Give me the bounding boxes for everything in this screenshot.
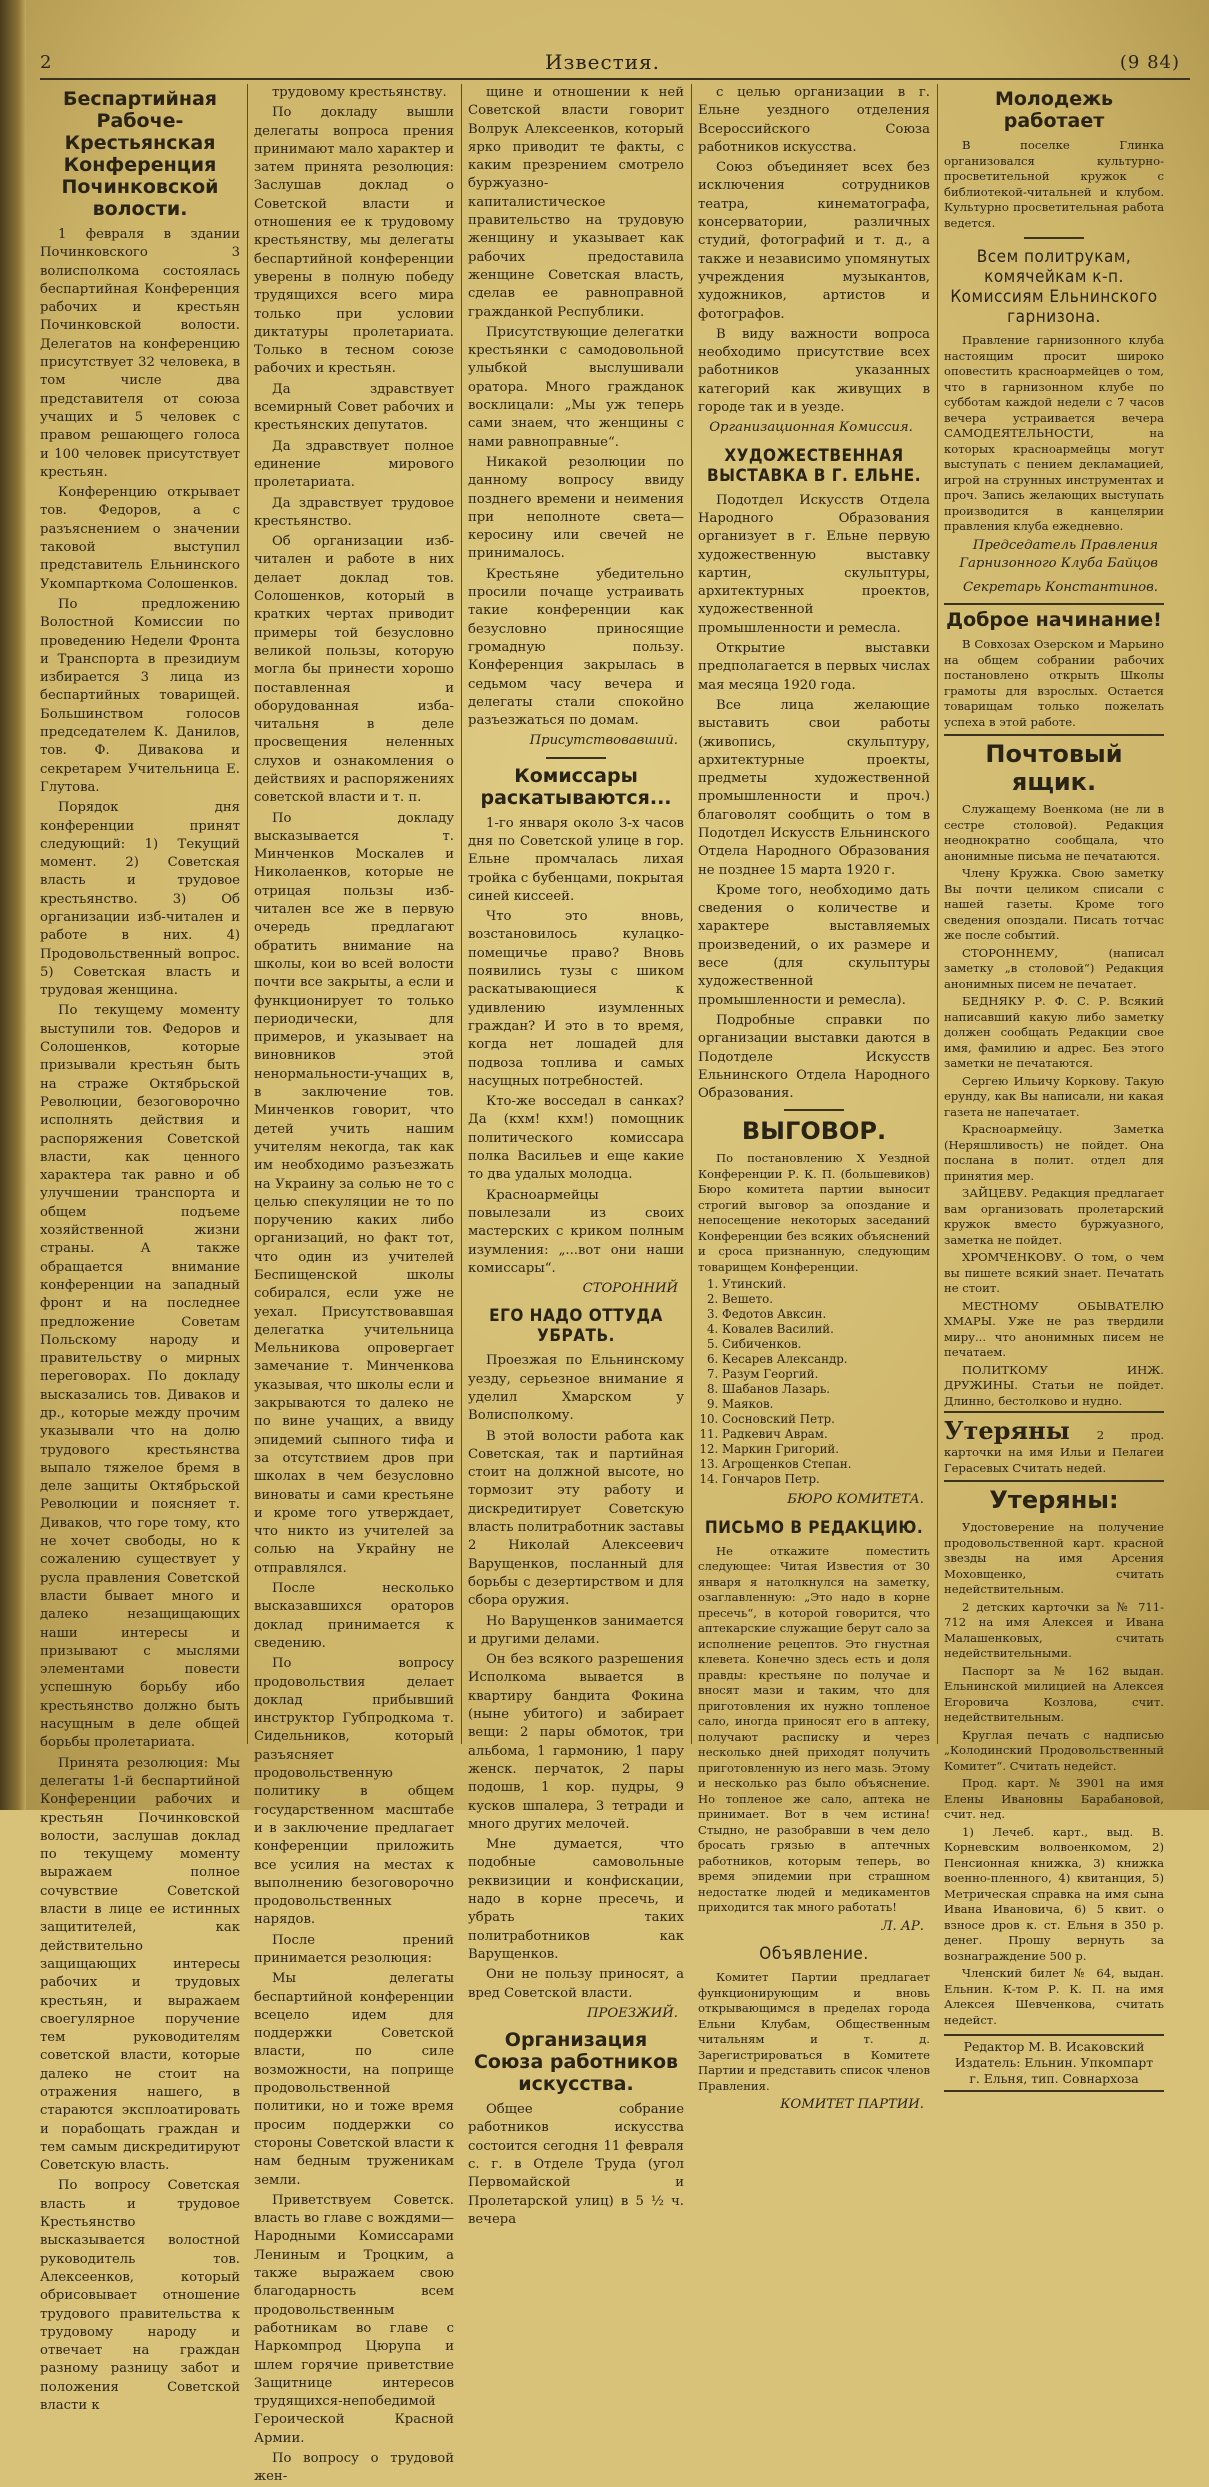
divider (1024, 237, 1084, 239)
paragraph: Прод. карт. № 3901 на имя Елены Ивановны Барабановой, счит. нед. (944, 1776, 1164, 1822)
paragraph: Никакой резолюции по данному вопросу ввиду позднего времени и неимения при неполноте света—керосину или свечей не принималось. (468, 454, 684, 562)
paragraph: Но Варущенков занимается и другими делами. (468, 1613, 684, 1647)
paragraph: После прений принимается резолюция: (254, 1932, 454, 1966)
column-4 (698, 84, 930, 2113)
list-item: 10. Сосновский Петр. (722, 1412, 930, 1427)
paragraph: По предложению Волостной Комиссии по проведению Недели Фронта и Транспорта в президиум избирается 3 лица из беспартийных товарищей. Большинством голосов председателем К. Данилов, тов. Ф. Дивакова и секретарем Учительница Е. Глутова. (40, 596, 240, 795)
good-start-text: В Совхозах Озерском и Марьино на общем собрании рабочих постановлено открыть Школы грамоты для взрослых. Остается товарищам только пожелать успеха в этой работе. (944, 637, 1164, 729)
paragraph: Да здравствует всемирный Совет рабочих и крестьянских депутатов. (254, 381, 454, 434)
letter-text: Не откажите поместить следующее: Читая Известия от 30 января я натолкнулся на заметку, озаглавленную: „Это надо в корне пресечь“, в которой говорится, что аптекарские служащие берут сало за исполнение рецептов. Это гнустная клевета. Конечно здесь есть и доля правды: крестьяне по получае и вносят мази и таким, что для приготовления их нужно топленое сало, иногда приносят его в аптеку, получают расписку и через несколько дней приходят получить приготовленную из него мазь. Этому и несколько раз было объяснение. Но топленое же сало, аптека не принимает. Вот в чем истина! Стыдно, не разобравши в чем дело бросать грязью в аптечных работников, которым теперь, во время эпидемии при страшном недостатке людей и медикаментов приходится так много работать! (698, 1543, 930, 1915)
paragraph: Да здравствует полное единение мирового пролетариата. (254, 438, 454, 491)
paragraph: Мне думается, что подобные самовольные реквизиции и конфискации, надо в корне пресечь, и убрать таких политработников как Варущенков. (468, 1837, 684, 1962)
paragraph: Круглая печать с надписью „Колодинский Продовольственный Комитет“. Считать недейст. (944, 1727, 1164, 1773)
paragraph: Общее собрание работников искусства состоится сегодня 11 февраля с. г. в Отделе Труда (угол Первомайской и Пролетарской улиц) в 5 ½ ч. вечера (468, 2102, 684, 2227)
paragraph: 1-го января около 3-х часов дня по Советской улице в гор. Ельне промчалась лихая тройка с бубенцами, покрытая синей киссеей. (468, 815, 684, 904)
headline-lost: Утеряны: (944, 1480, 1164, 1514)
list-item: 11. Радкевич Аврам. (722, 1427, 930, 1442)
list-item: 4. Ковалев Василий. (722, 1322, 930, 1337)
signature: Секретарь Константинов. (963, 580, 1158, 596)
paragraph: Все лица желающие выставить свои работы (живопись, скульптуру, архитектурные проекты, предметы художественной промышленности и проч.) благоволят сообщить о том в Подотдел Искусств Ельнинского Отдела Народного Образования не позднее 15 марта 1920 г. (698, 697, 930, 878)
paragraph: По текущему моменту выступили тов. Федоров и Солошенков, которые призывали крестьян быть на страже Октябрьской Революции, безоговорочно исполнять действия и распоряжения Советской власти, как ценного характера так равно и об улучшении транспорта и общем подъеме хозяйственной жизни страны. А также обращается внимание конференции на западный фронт и на последнее предложение Советам Польскому народу и правительству о мирных переговорах. По докладу высказались тов. Диваков и др., которые между прочим указывали что на долю трудового крестьянства выпало тяжелое бремя в деле защиты Октябрьской Революции и поясняет т. Диваков, что горе тому, кто не хочет свободы, но к сожалению существует у русла правления Советской власти бывает много и далеко незащищающих наши интересы и призывают с мыслями элементами повести успешную борьбу ибо крестьянство должно быть насущным в деле общей борьбы пролетариата. (40, 1003, 240, 1751)
list-item: 5. Сибиченков. (722, 1337, 930, 1352)
article-body (468, 815, 684, 1278)
column-1-body (40, 226, 240, 2415)
issue-number: (9 84) (1119, 52, 1180, 73)
lost-heading: Утеряны (944, 1416, 1070, 1446)
youth-text: В поселке Глинка организовался культурно-просветительной кружок с библиотекой-читальней и клубом. Культурно просветительная работа ведется. (944, 138, 1164, 230)
paragraph: ПОЛИТКОМУ ИНЖ. ДРУЖИНЫ. Статьи не пойдет. Длинно, бестолково и нудно. (944, 1362, 1164, 1408)
column-2 (254, 84, 454, 2485)
headline-politruks: Всем политрукам, комячейкам к-п. Комиссиям Ельнинского гарнизона. (950, 247, 1158, 327)
paragraph: Кроме того, необходимо дать сведения о количестве и характере выставляемых произведений, о их размере и весе (для скульптуры художественной промышленности и ремесла). (698, 882, 930, 1008)
paragraph: Кто-же восседал в санках? Да (кхм! кхм!) помощник политического комиссара полка Васильев и еще какие то два удалых молодца. (468, 1094, 684, 1183)
headline-remove: ЕГО НАДО ОТТУДА УБРАТЬ. (489, 1306, 663, 1347)
signature: Председатель Правления Гарнизонного Клуба Байцов (959, 537, 1158, 571)
paragraph: 2 детских карточки за № 711-712 на имя Алексея и Ивана Малашенковых, считать недействительными. (944, 1599, 1164, 1661)
paragraph: Красноармейцы повылезали из своих мастерских с криком полным изумления: „...вот они наши комиссары“. (468, 1187, 684, 1276)
politruks-text: Правление гарнизонного клуба настоящим просит широко оповестить красноармейцев о том, что в гарнизонном клубе по субботам каждой недели с 7 часов вечера устраивается вечера САМОДЕЯТЕЛЬНОСТИ, на которых красноармейцы могут выступать с пением декламацией, игрой на струнных инструментах и проч. Запись желающих выступать производится в канцелярии правления клуба ежедневно. (944, 333, 1164, 533)
paragraph: Служащему Военкома (не ли в сестре столовой). Редакция неоднократно сообщала, что анонимные письма не печатаются. (944, 802, 1164, 863)
paragraph: Подробные справки по организации выставки даются в Подотделе Искусств Ельнинского Отдела Народного Образования. (698, 1012, 930, 1102)
column-rule (937, 84, 938, 1744)
list-item: 9. Маяков. (722, 1397, 930, 1412)
lost-items-list (944, 1520, 1164, 2028)
headline-conference: Беспартийная Рабоче-Крестьянская Конференция Починковской волости. (61, 88, 219, 220)
signature: ПРОЕЗЖИЙ. (586, 2005, 678, 2021)
paragraph: Присутствующие делегатки крестьянки с самодовольной улыбкой выслушивали оратора. Много гражданок восклицали: „Мы уж теперь сами знаем, что женщины с нами равноправные“. (468, 324, 684, 450)
paragraph: СТОРОННЕМУ, (написал заметку „в столовой“) Редакция анонимных писем не печатает. (944, 945, 1164, 991)
divider (546, 757, 606, 759)
headline-reprimand: ВЫГОВОР. (741, 1117, 887, 1146)
signature: Организационная Комиссия. (709, 420, 913, 436)
newspaper-title: Известия. (545, 50, 661, 74)
paragraph: 1) Лечеб. карт., выд. В. Корневским волвоенкомом, 2) Пенсионная книжка, 3) книжка военно-пленного, 4) квитанция, 5) Метрическая справка на имя сына Ивана Ивановича, 6) 5 квит. о взносе дров к. ст. Ельня в 350 р. денег. Прошу вернуть за вознаграждение 500 р. (944, 1824, 1164, 1963)
mailbox-list (944, 802, 1164, 1409)
paragraph: Красноармейцу. Заметка (Неряшливость) не пойдет. Она послана в полит. отдел для принятия мер. (944, 1122, 1164, 1183)
announcement-text: Комитет Партии предлагает функционирующим и вновь открывающимся в пределах города Ельни Клубам, Общественным читальням и т. д. Зарегистрироваться в Комитете Партии и представить список членов Правления. (698, 1970, 930, 2093)
paragraph: Сергею Ильичу Коркову. Такую ерунду, как Вы написали, ни какая газета не напечатает. (944, 1073, 1164, 1119)
paragraph: Члену Кружка. Свою заметку Вы почти целиком списали с нашей газеты. Кроме того сведения опоздали. Писать тотчас же после событий. (944, 866, 1164, 943)
column-1 (40, 84, 240, 2414)
paragraph: Они не пользу приносят, а вред Советской власти. (468, 1967, 684, 2001)
paragraph: щине и отношении к ней Советской власти говорит Волрук Алексеенков, который ярко приводит те факты, с каким презрением смотрело буржуазно-капиталистическое правительство на трудовую женщину и указывает как рабочих предоставила женщине Советская власть, сделав ее равноправной гражданкой Республики. (468, 85, 684, 320)
lost-cards-notice (944, 1411, 1164, 1476)
paragraph: Приветствуем Советск. власть во главе с вождями—Народными Комиссарами Лениным и Троцким, а также выражаем свою благодарность всем продовольственным работникам во главе с Наркомпрод Цюрупа и шлем горячие приветствие Защитнице интересов трудящихся-непобедимой Героической Красной Армии. (254, 2192, 454, 2446)
header-rule (40, 78, 1190, 80)
paragraph: По докладу вышли делегаты вопроса прения принимают мало характер и затем принята резолюция: Заслушав доклад о Советской власти и отношения ее к трудовому крестьянству, мы делегаты беспартийной конференции уверены в полную победу трудящихся всего мира только при условии диктатуры пролетариата. Только в тесном союзе рабочих и крестьян. (254, 105, 454, 377)
list-item: 13. Агрощенков Степан. (722, 1457, 930, 1472)
reprimand-intro: По постановлению X Уездной Конференции Р. К. П. (большевиков) Бюро комитета партии выносит строгий выговор за опоздание и непосещение некоторых заседаний Конференции без всяких объяснений и сроса признанную, следующим товарищем Конференции. (698, 1151, 930, 1274)
column-4-body (698, 84, 930, 417)
paragraph: МЕСТНОМУ ОБЫВАТЕЛЮ ХМАРЫ. Уже не раз твердили миру... что анонимных писем не печатаем. (944, 1298, 1164, 1360)
paragraph: Членский билет № 64, выдан. Ельнин. К-том Р. К. П. на имя Алексея Шевченкова, считать недейст. (944, 1966, 1164, 2027)
column-3 (468, 84, 684, 2227)
paragraph: 1 февраля в здании Починковского 3 волисполкома состоялась беспартийная Конференция рабочих и крестьян Починковской волости. Делегатов на конференцию присутствует 32 человека, в том числе два представителя от союза учащих и 5 человек с правом решающего голоса и 100 человек присутствует крестьян. (40, 227, 240, 480)
headline-art-exhibition: ХУДОЖЕСТВЕННАЯ ВЫСТАВКА В Г. ЕЛЬНЕ. (706, 445, 922, 486)
list-item: 1. Утинский. (722, 1277, 930, 1292)
paragraph: В виду важности вопроса необходимо присутствие всех работников указанных категорий как живущих в городе так и в уезде. (698, 326, 930, 416)
paragraph: По вопросу о трудовой жен- (254, 2451, 454, 2485)
lost-cards-text: 2 прод. карточки на имя Ильи и Пелагеи Герасевых Считать недей. (944, 1428, 1164, 1475)
masthead (40, 48, 1190, 78)
paragraph: с целью организации в г. Ельне уездного отделения Всероссийского Союза работников искусства. (698, 85, 930, 155)
paragraph: Что это вновь, возстановилось кулацко-помещичье право? Вновь появились тузы с шиком раскатывающиеся к удивлению изумленных граждан? И это в то время, когда нет лошадей для подвоза топлива и самых насущных потребностей. (468, 909, 684, 1089)
headline-art-union: Организация Союза работников искусства. (473, 2029, 679, 2096)
paragraph: Об организации изб-читален и работе в них делает доклад тов. Солошенков, который в кратких чертах приводит примеры той безусловно великой пользы, которую могла бы принести хорошо поставленная и оборудованная изба-читальня в деле просвещения неленных слухов и ознакомления о действиях и распоряжениях советской власти и т. п. (254, 534, 454, 806)
editor-line: Редактор М. В. Исаковский (963, 2039, 1145, 2055)
article-body (468, 1352, 684, 2002)
paragraph: По вопросу продовольствия делает доклад прибывший инструктор Губпродкома т. Сидельников, который разъясняет продовольственную политику в общем государственном масштабе и в заключение предлагает конференции приложить все усилия на местах к выполнению безоговорочно продовольственных нарядов. (254, 1656, 454, 1928)
paragraph: ЗАЙЦЕВУ. Редакция предлагает вам организовать пролетарский кружок вместо буржуазного, заметка не пойдет. (944, 1186, 1164, 1247)
paragraph: Принята резолюция: Мы делегаты 1-й беспартийной Конференции рабочих и крестьян Починковской волости, заслушав доклад по текущему моменту выражаем полное сочувствие Советской власти в лице ее истинных защитителей, как действительно защищающих интересы рабочих и трудовых крестьян, и выражаем своегулярное поручение тем руководителям советской власти, которые далеко не стоит на отражения нашего, в стараются эксплоатировать и порабощать граждан и тем самым дискредитируют Советскую власть. (40, 1755, 240, 2174)
column-3-body (468, 84, 684, 730)
signature: Л. АР. (881, 1918, 924, 1934)
paragraph: Союз объединяет всех без исключения сотрудников театра, кинематографа, консерватории, различных студий, фотографий и т. д., а также и независимо упомянутых учреждения музыкантов, художников, артистов и фотографов. (698, 160, 930, 322)
printer-line: г. Ельня, тип. Совнархоза (969, 2071, 1139, 2087)
paragraph: В этой волости работа как Советская, так и партийная стоит на должной высоте, но тормозит эту работу и дискредитирует Советскую власть политработник заставы 2 Николай Алексеевич Варущенков, посланный для борьбы с дезертирством и для сбора оружия. (468, 1428, 684, 1609)
paragraph: Подотдел Искусств Отдела Народного Образования организует в г. Ельне первую художественную выставку картин, скульптуры, архитектурных проектов, художественной промышленности и ремесла. (698, 492, 930, 636)
column-2-body (254, 84, 454, 2487)
paragraph: Крестьяне убедительно просили почаще устраивать такие конференции как безусловно приносящие громадную пользу. Конференция закрылась в седьмом часу вечера и делегаты стали спокойно разъезжаться по домам. (468, 566, 684, 729)
list-item: 12. Маркин Григорий. (722, 1442, 930, 1457)
list-item: 8. Шабанов Лазарь. (722, 1382, 930, 1397)
article-body (698, 492, 930, 1104)
paragraph: Паспорт за № 162 выдан. Ельнинской милицией на Алексея Егоровича Козлова, счит. недействительным. (944, 1663, 1164, 1725)
list-item: 14. Гончаров Петр. (722, 1472, 930, 1487)
column-5 (944, 84, 1164, 2087)
list-item: 3. Федотов Авксин. (722, 1307, 930, 1322)
paragraph: БЕДНЯКУ Р. Ф. С. Р. Всякий написавший какую либо заметку должен сообщать Редакции свое имя, фамилию и адрес. Без этого заметки не печатаются. (944, 994, 1164, 1071)
paragraph: Да здравствует трудовое крестьянство. (254, 495, 454, 529)
page-number: 2 (40, 52, 53, 73)
binding-spine (0, 0, 26, 1810)
paragraph: Он без всякого разрешения Исполкома вывается в квартиру бандита Фокина (ныне убитого) и забирает вещи: 2 пары обмоток, три альбома, 1 гармонию, 1 пару женск. перчаток, 2 пары подошв, 1 кор. пудры, 9 кусков шпалера, 3 тетради и много других мелочей. (468, 1652, 684, 1832)
paragraph: трудовому крестьянству. (272, 85, 447, 100)
paragraph: После несколько высказавшихся ораторов доклад принимается к сведению. (254, 1581, 454, 1651)
signature: СТОРОННИЙ (582, 1281, 678, 1297)
reprimand-list (712, 1277, 930, 1487)
column-rule (691, 84, 692, 1744)
signature: Присутствовавший. (529, 733, 678, 749)
headline-commissars: Комиссары раскатываются... (480, 764, 672, 809)
headline-good-start: Доброе начинание! (944, 603, 1164, 631)
column-rule (461, 84, 462, 1744)
paragraph: Открытие выставки предполагается в первых числах мая месяца 1920 года. (698, 641, 930, 693)
paragraph: Мы делегаты беспартийной конференции всецело идем для поддержки Советской власти, по силе возможности, на поприще продовольственной политики, но и тоже время просим поддержки со стороны Советской власти к нам бедным труженикам земли. (254, 1971, 454, 2188)
divider (784, 1109, 844, 1111)
signature: КОМИТЕТ ПАРТИИ. (780, 2097, 924, 2113)
paragraph: Конференцию открывает тов. Федоров, а с разъяснением о значении таковой выступил представитель Ельнинского Укомпарткома Солошенков. (40, 485, 240, 592)
paragraph: По докладу высказывается т. Минченков Москалев и Николаенков, которые не отрицая пользы изб-читален все же в первую очередь предлагают обратить внимание на школы, кои во всей волости почти все закрыты, а если и функционирует то только периодически, для примеров, и указывает на виновников этой ненормальности-учащих в, в заключение тов. Минченков говорит, что детей учить нашим учителям некогда, так как им необходимо разъезжать на Украину за солью не то с целью спекуляции не то по поручению каких либо организаций, но факт тот, что один из учителей Беспищенской школы собирался, если уже не уехал. Присутствовавшая делегатка учительница Мельникова опровергает замечание т. Минченкова указывая, что школы если и закрываются то далеко не по вине учащих, а ввиду эпидемий сыпного тифа и за отсутствием дров при школах в чем безусловно виноваты и сами крестьяне и кроме того утверждает, что никто из учителей за солью на Украйну не отправлялся. (254, 810, 454, 1576)
paragraph: Удостоверение на получение продовольственной карт. красной звезды на имя Арсения Моховщенко, считать недействительным. (944, 1520, 1164, 1597)
imprint (944, 2034, 1164, 2092)
list-item: 7. Разум Георгий. (722, 1367, 930, 1382)
signature: БЮРО КОМИТЕТА. (787, 1492, 924, 1508)
paragraph: По вопросу Советская власть и трудовое Крестьянство высказывается волостной руководитель тов. Алексеенков, который обрисовывает отношение трудового правительства к трудовому народу и отвечает на граждан разному разницу забот и положения Советской власти к (40, 2178, 240, 2414)
publisher-line: Издатель: Ельнин. Упкомпарт (954, 2055, 1154, 2071)
paragraph: Порядок дня конференции принят следующий: 1) Текущий момент. 2) Советская власть и трудовое крестьянство. 3) Об организации изб-читален и работе в них. 4) Продовольственный вопрос. 5) Советская власть и трудовая женщина. (40, 800, 240, 999)
headline-announcement: Объявление. (759, 1944, 869, 1965)
list-item: 6. Кесарев Александр. (722, 1352, 930, 1367)
paragraph: ХРОМЧЕНКОВУ. О том, о чем вы пишете всякий знает. Печатать не стоит. (944, 1250, 1164, 1296)
paragraph: Проезжая по Ельнинскому уезду, серьезное внимание я уделил Хмарском у Волисполкому. (468, 1353, 684, 1424)
headline-mailbox: Почтовый ящик. (944, 734, 1164, 796)
list-item: 2. Вешето. (722, 1292, 930, 1307)
headline-letter: ПИСЬМО В РЕДАКЦИЮ. (704, 1517, 924, 1538)
headline-youth: Молодежь работает (994, 88, 1114, 132)
column-rule (247, 84, 248, 1744)
article-body (468, 2101, 684, 2229)
